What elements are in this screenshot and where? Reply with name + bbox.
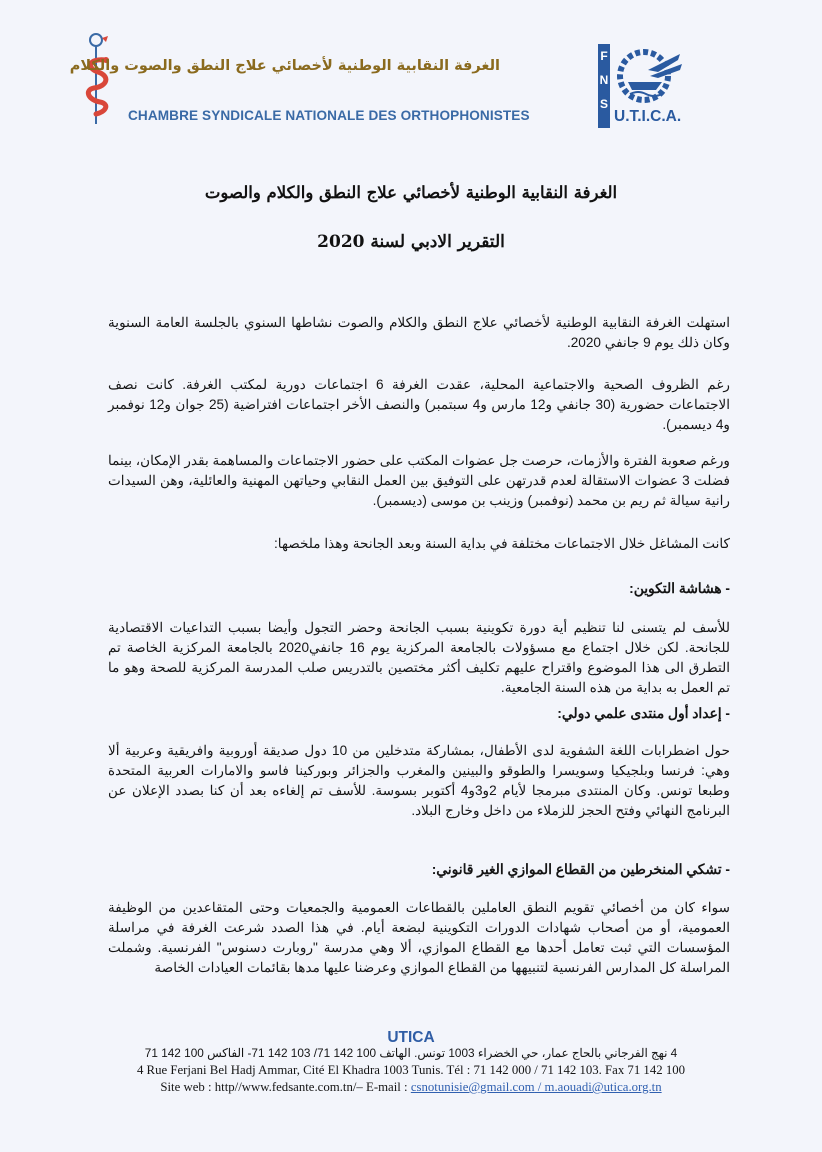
email-link-aouadi[interactable]: m.aouadi@utica.org.tn [544, 1080, 662, 1094]
paragraph-meetings: رغم الظروف الصحية والاجتماعية المحلية، عقدت الغرفة 6 اجتماعات دورية لمكتب الغرفة. كانت نصف الاجتماعات حضورية (30 جانفي و12 مارس و4 سبتمبر) والنصف الأخر اجتماعات افتراضية (25 جوان و12 نوفمبر و4 ديسمبر). [108, 377, 731, 432]
section-heading-training: - هشاشة التكوين: [629, 581, 730, 596]
header-french-name: CHAMBRE SYNDICALE NATIONALE DES ORTHOPHONISTES [128, 108, 530, 123]
logo-letter-n: N [599, 73, 609, 87]
footer-address-french: 4 Rue Ferjani Bel Hadj Ammar, Cité El Khadra 1003 Tunis. Tél : 71 142 000 / 71 142 103. Fax 71 142 100 [136, 1063, 686, 1077]
paragraph-general-assembly: استهلت الغرفة النقابية الوطنية لأخصائي علاج النطق والكلام والصوت نشاطها السنوي بالجلسة العامة السنوية وكان ذلك يوم 9 جانفي 2020. [108, 315, 730, 350]
section-text-forum: حول اضطرابات اللغة الشفوية لدى الأطفال، بمشاركة متدخلين من 10 دول صديقة أوروبية وافريقية وعربية ألا وهي: فرنسا وبلجيكيا وسويسرا والطوقو والبينين والمغرب والجزائر وبوركينا فاسو والامارات العربية المتحدة وطبعا تونس. وكان المنتدى مبرمجا لأيام 2و3و4 أكتوبر بسوسة. للأسف تم إلغاءه بعد أن كنا بصدد الإعلان عن البرنامج النهائي وفتح الحجز للزملاء من داخل وخارج البلاد. [108, 743, 730, 818]
paragraph-resignations: ورغم صعوبة الفترة والأزمات، حرصت جل عضوات المكتب على حضور الاجتماعات والمساهمة بقدر الإمكان، بينما فضلت 3 عضوات الاستقالة لعدم قدرتهن على التوفيق بين العمل النقابي وحياتهن المهنية والعائلية، وهن السيدات رانية سيالة ثم ريم بن محمد (نوفمبر) وزينب بن موسى (ديسمبر). [108, 453, 731, 508]
utica-logo-text: U.T.I.C.A. [614, 108, 682, 125]
document-subtitle: التقرير الادبي لسنة 2020 [317, 232, 505, 252]
footer-contact-line [60, 1080, 762, 1095]
section-heading-forum: - إعداد أول منتدى علمي دولي: [557, 706, 730, 721]
paragraph-concerns-intro: كانت المشاغل خلال الاجتماعات مختلفة في بداية السنة وبعد الجانحة وهذا ملخصها: [274, 536, 730, 551]
footer-org-name: UTICA [387, 1029, 435, 1046]
email-link-csno[interactable]: csnotunisie@gmail.com [410, 1080, 535, 1094]
gear-ship-wing-icon [620, 52, 682, 100]
email-separator: / [534, 1080, 545, 1094]
logo-letter-s: S [599, 97, 609, 111]
section-text-parallel-sector: سواء كان من أخصائي تقويم النطق العاملين بالقطاعات العمومية والجمعيات وحتى المتقاعدين من الوظيفة العمومية، أو من أصحاب شهادات الدورات التكوينية لبضعة أيام. في هذا الصدد شرعت الغرفة في مراسلة المؤسسات التي ثبت تعامل أحدها مع القطاع الموازي، ألا وهي مدرسة "روبارت دسنوس" الفرنسية. وشملت المراسلة كل المدارس الفرنسية لتنبيهها من القطاع الموازي وعرضنا عليها مدها بقائمات العيادات الخاصة [108, 900, 730, 975]
header-arabic-name: الغرفة النقابية الوطنية لأخصائي علاج النطق والصوت والكلام [69, 58, 500, 74]
footer-address-arabic: 4 نهج الفرجاني بالحاج عمار، حي الخضراء 1003 تونس. الهاتف 100 142 71/ 103 142 71- الفاكس 100 142 71 [144, 1046, 678, 1060]
section-text-training: للأسف لم يتسنى لنا تنظيم أية دورة تكوينية بسبب الجانحة وحضر التجول وأيضا بسبب التداعيات الاقتصادية للجانحة. لكن خلال اجتماع مع مسؤولات بالجامعة المركزية يوم 16 جانفي2020 بالجامعة المركزية الخاصة تم التطرق الى هذا الموضوع واقتراح عليهم تكليف أكثر مختصين بالتدريس صلب المدرسة المركزية للصحة وهو ما تم العمل به بداية من هذه السنة الجامعية. [108, 620, 730, 695]
caduceus-snake-icon [84, 28, 118, 126]
footer-website: Site web : http//www.fedsante.com.tn/– E-mail : [160, 1080, 411, 1094]
logo-letter-f: F [600, 49, 608, 63]
section-heading-parallel-sector: - تشكي المنخرطين من القطاع الموازي الغير قانوني: [431, 862, 730, 877]
document-title: الغرفة النقابية الوطنية لأخصائي علاج النطق والكلام والصوت [204, 183, 618, 202]
